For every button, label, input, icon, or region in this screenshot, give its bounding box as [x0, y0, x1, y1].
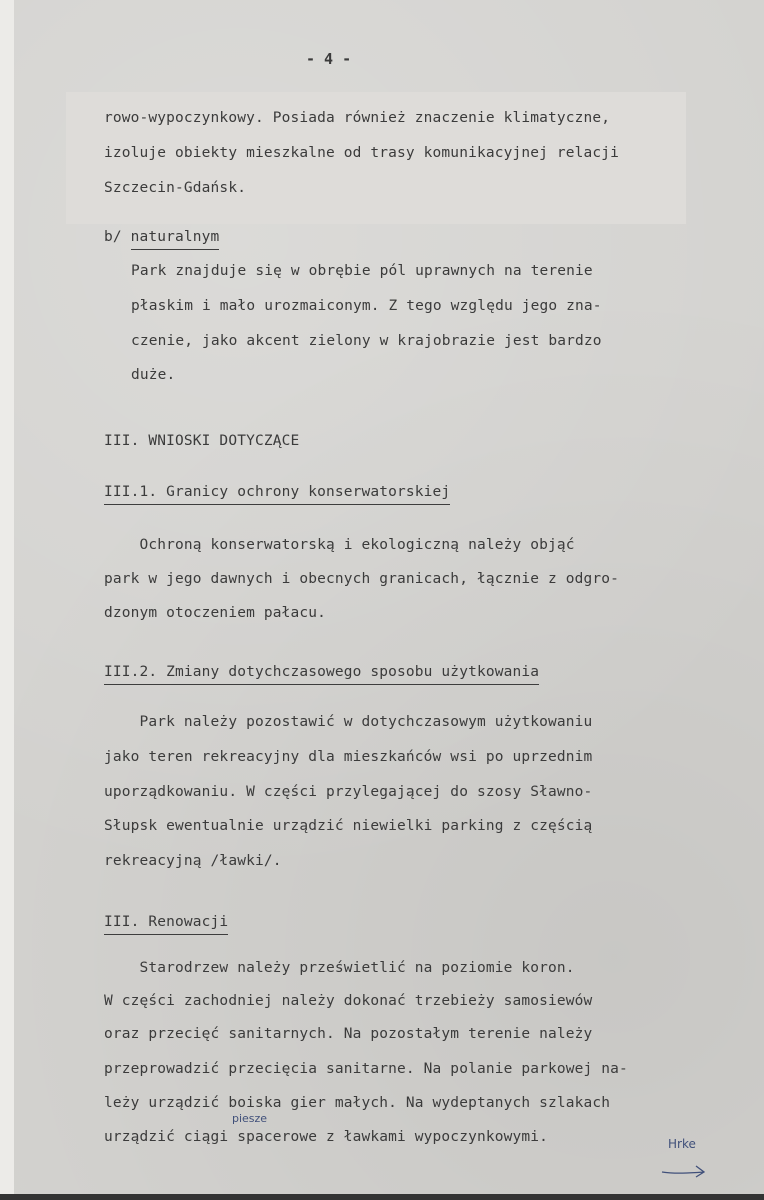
- section-b-title: naturalnym: [131, 229, 220, 250]
- section-b-line-3: czenie, jako akcent zielony w krajobrazie jest bardzo: [131, 333, 602, 349]
- section-iii-r-line-5: leży urządzić boiska gier małych. Na wydeptanych szlakach: [104, 1095, 611, 1111]
- section-iii-r-line-4: przeprowadzić przecięcia sanitarne. Na polanie parkowej na-: [104, 1061, 628, 1077]
- section-b-line-4: duże.: [131, 367, 176, 383]
- section-iii-2-line-4: Słupsk ewentualnie urządzić niewielki parking z częścią: [104, 818, 593, 834]
- section-iii-r-line-3: oraz przecięć sanitarnych. Na pozostałym terenie należy: [104, 1026, 593, 1042]
- handwritten-arrow-icon: [660, 1160, 708, 1182]
- section-iii-1-line-1: Ochroną konserwatorską i ekologiczną należy objąć: [104, 537, 575, 553]
- section-iii-1-line-3: dzonym otoczeniem pałacu.: [104, 605, 326, 621]
- section-iii-heading: III. WNIOSKI DOTYCZĄCE: [104, 433, 300, 449]
- section-iii-2-line-1: Park należy pozostawić w dotychczasowym użytkowaniu: [104, 714, 593, 730]
- continued-line-3: Szczecin-Gdańsk.: [104, 180, 247, 196]
- section-iii-r-line-2: W części zachodniej należy dokonać trzebieży samosiewów: [104, 993, 593, 1009]
- section-iii-2-line-5: rekreacyjną /ławki/.: [104, 853, 282, 869]
- section-iii-1-title: III.1. Granicy ochrony konserwatorskiej: [104, 484, 450, 505]
- handwritten-insert: piesze: [232, 1112, 268, 1125]
- handwritten-corner-note: Hrke: [668, 1137, 696, 1151]
- section-iii-2-line-2: jako teren rekreacyjny dla mieszkańców wsi po uprzednim: [104, 749, 593, 765]
- section-iii-2-line-3: uporządkowaniu. W części przylegającej do szosy Sławno-: [104, 784, 593, 800]
- section-iii-2-title: III.2. Zmiany dotychczasowego sposobu użytkowania: [104, 664, 539, 685]
- page-number: - 4 -: [306, 50, 352, 68]
- bottom-edge: [0, 1194, 764, 1200]
- section-b-line-1: Park znajduje się w obrębie pól uprawnych na terenie: [131, 263, 593, 279]
- section-iii-r-heading: [104, 914, 228, 930]
- continued-line-1: rowo-wypoczynkowy. Posiada również znaczenie klimatyczne,: [104, 110, 611, 126]
- paper-left-edge: [0, 0, 14, 1200]
- continued-line-2: izoluje obiekty mieszkalne od trasy komunikacyjnej relacji: [104, 145, 620, 161]
- section-iii-r-line-1: Starodrzew należy prześwietlić na poziomie koron.: [104, 960, 575, 976]
- section-iii-r-title: III. Renowacji: [104, 914, 228, 935]
- section-b-line-2: płaskim i mało urozmaiconym. Z tego względu jego zna-: [131, 298, 602, 314]
- section-iii-1-heading: [104, 484, 450, 500]
- section-b-label: b/: [104, 229, 131, 245]
- section-iii-1-line-2: park w jego dawnych i obecnych granicach, łącznie z odgro-: [104, 571, 620, 587]
- section-iii-2-heading: [104, 664, 539, 680]
- section-iii-r-line-6: urządzić ciągi spacerowe z ławkami wypoczynkowymi.: [104, 1129, 548, 1145]
- section-b-heading: [104, 229, 219, 245]
